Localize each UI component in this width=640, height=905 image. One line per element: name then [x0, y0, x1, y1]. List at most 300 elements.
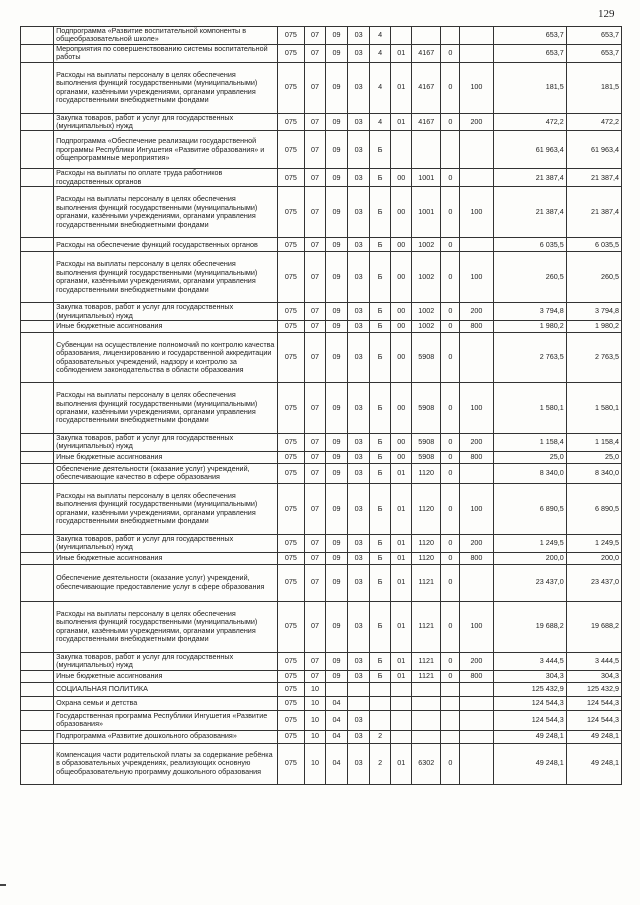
code-cell [460, 238, 493, 252]
amount-cell: 472,2 [566, 113, 621, 131]
code-cell: 4 [370, 113, 391, 131]
amount-cell: 21 387,4 [493, 169, 566, 187]
code-cell: 01 [391, 601, 412, 652]
code-cell: 07 [304, 451, 325, 463]
code-cell: Б [370, 601, 391, 652]
code-cell: 07 [304, 463, 325, 483]
code-cell: 5908 [412, 451, 441, 463]
table-row [21, 238, 622, 252]
code-cell: 075 [277, 601, 304, 652]
amount-cell: 6 035,5 [566, 238, 621, 252]
amount-cell: 19 688,2 [566, 601, 621, 652]
row-margin-cell [21, 652, 54, 670]
code-cell: 03 [348, 238, 370, 252]
expense-name-cell: Подпрограмма «Развитие дошкольного образования» [54, 730, 278, 743]
code-cell: 1121 [412, 670, 441, 682]
code-cell: 1001 [412, 187, 441, 238]
code-cell: 200 [460, 534, 493, 552]
code-cell: 0 [441, 238, 460, 252]
code-cell: 03 [348, 483, 370, 534]
code-cell: 0 [441, 383, 460, 434]
amount-cell: 21 387,4 [566, 169, 621, 187]
code-cell: 09 [325, 303, 347, 321]
table-row [21, 252, 622, 303]
row-margin-cell [21, 564, 54, 601]
code-cell [460, 27, 493, 45]
expense-name-cell: Иные бюджетные ассигнования [54, 670, 278, 682]
expense-name-cell: Субвенции на осуществление полномочий по контролю качества образования, лицензированию и государственной аккредитации образовательных учреждений, надзору и контролю за соблюдением законодательства в области образования [54, 333, 278, 383]
code-cell: 07 [304, 552, 325, 564]
code-cell: 09 [325, 451, 347, 463]
table-row [21, 333, 622, 383]
expense-name-cell: Расходы на выплаты персоналу в целях обеспечения выполнения функций государственными (муниципальными) органами, казёнными учреждениями, органами управления государственными внебюджетными фондами [54, 483, 278, 534]
code-cell: 07 [304, 187, 325, 238]
scan-artifact [0, 884, 6, 886]
code-cell: 075 [277, 169, 304, 187]
code-cell: 09 [325, 131, 347, 169]
expense-name-cell: Государственная программа Республики Ингушетия «Развитие образования» [54, 710, 278, 730]
code-cell: 07 [304, 252, 325, 303]
amount-cell: 25,0 [566, 451, 621, 463]
expense-name-cell: Обеспечение деятельности (оказание услуг) учреждений, обеспечивающие качество в сфере образования [54, 463, 278, 483]
expense-name-cell: Расходы на выплаты персоналу в целях обеспечения выполнения функций государственными (муниципальными) органами, казёнными учреждениями, органами управления государственными внебюджетными фондами [54, 383, 278, 434]
table-row [21, 44, 622, 62]
code-cell: 01 [391, 652, 412, 670]
code-cell: 4167 [412, 62, 441, 113]
row-margin-cell [21, 333, 54, 383]
row-margin-cell [21, 434, 54, 452]
code-cell: 01 [391, 483, 412, 534]
expense-name-cell: Иные бюджетные ассигнования [54, 552, 278, 564]
code-cell: 075 [277, 303, 304, 321]
code-cell: 01 [391, 62, 412, 113]
amount-cell: 1 158,4 [566, 434, 621, 452]
code-cell: 00 [391, 252, 412, 303]
code-cell: 01 [391, 534, 412, 552]
amount-cell: 304,3 [566, 670, 621, 682]
amount-cell: 49 248,1 [566, 743, 621, 784]
amount-cell: 49 248,1 [493, 730, 566, 743]
code-cell: 075 [277, 333, 304, 383]
code-cell: 075 [277, 743, 304, 784]
code-cell: 03 [348, 743, 370, 784]
code-cell: 1002 [412, 252, 441, 303]
amount-cell: 124 544,3 [493, 710, 566, 730]
code-cell: 4 [370, 44, 391, 62]
code-cell: 01 [391, 552, 412, 564]
code-cell: 0 [441, 252, 460, 303]
code-cell [412, 696, 441, 710]
code-cell [348, 696, 370, 710]
code-cell [460, 131, 493, 169]
code-cell: 2 [370, 743, 391, 784]
code-cell: 0 [441, 483, 460, 534]
code-cell: Б [370, 321, 391, 333]
code-cell: 04 [325, 730, 347, 743]
row-margin-cell [21, 238, 54, 252]
code-cell: 0 [441, 534, 460, 552]
code-cell: 09 [325, 434, 347, 452]
code-cell: 01 [391, 564, 412, 601]
code-cell: 00 [391, 383, 412, 434]
code-cell [370, 682, 391, 696]
code-cell: 04 [325, 710, 347, 730]
code-cell: 07 [304, 131, 325, 169]
code-cell: 07 [304, 434, 325, 452]
amount-cell: 23 437,0 [493, 564, 566, 601]
code-cell: 1121 [412, 601, 441, 652]
code-cell: 075 [277, 670, 304, 682]
code-cell: 4 [370, 62, 391, 113]
code-cell: Б [370, 652, 391, 670]
code-cell [412, 131, 441, 169]
code-cell: 00 [391, 187, 412, 238]
code-cell: 03 [348, 564, 370, 601]
code-cell [412, 27, 441, 45]
code-cell: 075 [277, 62, 304, 113]
code-cell: 1001 [412, 169, 441, 187]
code-cell: 01 [391, 743, 412, 784]
code-cell: 075 [277, 451, 304, 463]
code-cell: 0 [441, 44, 460, 62]
code-cell: 10 [304, 696, 325, 710]
code-cell: 07 [304, 238, 325, 252]
code-cell: 09 [325, 169, 347, 187]
amount-cell: 472,2 [493, 113, 566, 131]
code-cell: 07 [304, 383, 325, 434]
row-margin-cell [21, 710, 54, 730]
code-cell: 09 [325, 552, 347, 564]
code-cell: 03 [348, 169, 370, 187]
table-row [21, 113, 622, 131]
code-cell [460, 743, 493, 784]
code-cell: 5908 [412, 383, 441, 434]
expense-name-cell: Расходы на выплаты по оплате труда работников государственных органов [54, 169, 278, 187]
amount-cell: 2 763,5 [566, 333, 621, 383]
code-cell: 09 [325, 670, 347, 682]
amount-cell: 260,5 [493, 252, 566, 303]
table-row [21, 534, 622, 552]
row-margin-cell [21, 670, 54, 682]
code-cell: 075 [277, 483, 304, 534]
code-cell: 075 [277, 730, 304, 743]
code-cell: 0 [441, 187, 460, 238]
code-cell: 03 [348, 552, 370, 564]
code-cell: 200 [460, 434, 493, 452]
expense-name-cell: СОЦИАЛЬНАЯ ПОЛИТИКА [54, 682, 278, 696]
code-cell: 100 [460, 601, 493, 652]
code-cell: 10 [304, 730, 325, 743]
code-cell [412, 682, 441, 696]
amount-cell: 3 444,5 [566, 652, 621, 670]
code-cell: 800 [460, 670, 493, 682]
table-row [21, 383, 622, 434]
amount-cell: 181,5 [566, 62, 621, 113]
amount-cell: 21 387,4 [493, 187, 566, 238]
expense-name-cell: Подпрограмма «Развитие воспитательной компоненты в общеобразовательной школе» [54, 27, 278, 45]
code-cell: 0 [441, 113, 460, 131]
code-cell: 0 [441, 321, 460, 333]
code-cell: 07 [304, 62, 325, 113]
row-margin-cell [21, 534, 54, 552]
code-cell: 800 [460, 552, 493, 564]
amount-cell: 653,7 [493, 44, 566, 62]
table-row [21, 483, 622, 534]
code-cell: 03 [348, 321, 370, 333]
code-cell [460, 463, 493, 483]
amount-cell: 653,7 [566, 27, 621, 45]
table-row [21, 463, 622, 483]
expense-name-cell: Расходы на выплаты персоналу в целях обеспечения выполнения функций государственными (муниципальными) органами, казёнными учреждениями, органами управления государственными внебюджетными фондами [54, 252, 278, 303]
table-row [21, 601, 622, 652]
code-cell: 04 [325, 743, 347, 784]
code-cell: 07 [304, 321, 325, 333]
row-margin-cell [21, 252, 54, 303]
code-cell: 00 [391, 303, 412, 321]
row-margin-cell [21, 187, 54, 238]
table-row [21, 682, 622, 696]
code-cell: 09 [325, 333, 347, 383]
amount-cell: 124 544,3 [493, 696, 566, 710]
amount-cell: 61 963,4 [566, 131, 621, 169]
amount-cell: 1 980,2 [566, 321, 621, 333]
code-cell [460, 730, 493, 743]
row-margin-cell [21, 730, 54, 743]
table-row [21, 321, 622, 333]
code-cell: 0 [441, 463, 460, 483]
code-cell [391, 696, 412, 710]
code-cell: 01 [391, 670, 412, 682]
code-cell: 100 [460, 62, 493, 113]
row-margin-cell [21, 44, 54, 62]
code-cell: 09 [325, 652, 347, 670]
code-cell: 075 [277, 131, 304, 169]
code-cell: 03 [348, 62, 370, 113]
table-row [21, 303, 622, 321]
amount-cell: 260,5 [566, 252, 621, 303]
code-cell: 03 [348, 113, 370, 131]
code-cell: 200 [460, 303, 493, 321]
expense-name-cell: Расходы на выплаты персоналу в целях обеспечения выполнения функций государственными (муниципальными) органами, казёнными учреждениями, органами управления государственными внебюджетными фондами [54, 62, 278, 113]
code-cell [391, 710, 412, 730]
code-cell: 07 [304, 670, 325, 682]
amount-cell: 181,5 [493, 62, 566, 113]
code-cell: 075 [277, 710, 304, 730]
amount-cell: 49 248,1 [493, 743, 566, 784]
amount-cell: 200,0 [566, 552, 621, 564]
expense-name-cell: Закупка товаров, работ и услуг для государственных (муниципальных) нужд [54, 434, 278, 452]
code-cell: 09 [325, 483, 347, 534]
code-cell [441, 696, 460, 710]
amount-cell: 1 158,4 [493, 434, 566, 452]
code-cell: 03 [348, 434, 370, 452]
code-cell: 07 [304, 333, 325, 383]
row-margin-cell [21, 383, 54, 434]
table-row [21, 670, 622, 682]
code-cell [325, 682, 347, 696]
amount-cell: 8 340,0 [493, 463, 566, 483]
amount-cell: 25,0 [493, 451, 566, 463]
code-cell [460, 44, 493, 62]
code-cell: 075 [277, 552, 304, 564]
code-cell: 0 [441, 601, 460, 652]
code-cell: 075 [277, 187, 304, 238]
table-row [21, 696, 622, 710]
code-cell: Б [370, 434, 391, 452]
amount-cell: 6 890,5 [566, 483, 621, 534]
amount-cell: 1 249,5 [566, 534, 621, 552]
amount-cell: 653,7 [566, 44, 621, 62]
row-margin-cell [21, 463, 54, 483]
expense-name-cell: Компенсация части родительской платы за содержание ребёнка в образовательных учреждениях, реализующих основную общеобразовательную программу дошкольного образования [54, 743, 278, 784]
code-cell: 03 [348, 670, 370, 682]
expense-name-cell: Обеспечение деятельности (оказание услуг) учреждений, обеспечивающие предоставление услуг в сфере образования [54, 564, 278, 601]
code-cell: 075 [277, 652, 304, 670]
row-margin-cell [21, 552, 54, 564]
table-row [21, 743, 622, 784]
code-cell: Б [370, 187, 391, 238]
code-cell: 100 [460, 187, 493, 238]
code-cell: 03 [348, 710, 370, 730]
amount-cell: 49 248,1 [566, 730, 621, 743]
code-cell: 1120 [412, 463, 441, 483]
code-cell: 09 [325, 252, 347, 303]
code-cell: 09 [325, 564, 347, 601]
code-cell: 0 [441, 62, 460, 113]
table-row [21, 710, 622, 730]
code-cell: 03 [348, 601, 370, 652]
code-cell: 10 [304, 682, 325, 696]
code-cell: 0 [441, 652, 460, 670]
code-cell: 09 [325, 44, 347, 62]
code-cell: 00 [391, 238, 412, 252]
code-cell: Б [370, 252, 391, 303]
expense-name-cell: Иные бюджетные ассигнования [54, 451, 278, 463]
code-cell: Б [370, 483, 391, 534]
row-margin-cell [21, 743, 54, 784]
code-cell: 00 [391, 321, 412, 333]
code-cell: 10 [304, 710, 325, 730]
code-cell: 03 [348, 333, 370, 383]
code-cell: 07 [304, 564, 325, 601]
code-cell: 200 [460, 113, 493, 131]
code-cell: 5908 [412, 333, 441, 383]
amount-cell: 125 432,9 [566, 682, 621, 696]
code-cell: 03 [348, 463, 370, 483]
code-cell: 075 [277, 238, 304, 252]
code-cell: Б [370, 333, 391, 383]
code-cell: 09 [325, 601, 347, 652]
code-cell [391, 682, 412, 696]
code-cell: Б [370, 238, 391, 252]
code-cell [460, 564, 493, 601]
code-cell [441, 730, 460, 743]
code-cell [412, 710, 441, 730]
amount-cell: 23 437,0 [566, 564, 621, 601]
code-cell: Б [370, 670, 391, 682]
code-cell: Б [370, 303, 391, 321]
code-cell [348, 682, 370, 696]
code-cell: Б [370, 451, 391, 463]
code-cell: Б [370, 552, 391, 564]
table-row [21, 27, 622, 45]
code-cell [441, 131, 460, 169]
code-cell: 075 [277, 434, 304, 452]
amount-cell: 200,0 [493, 552, 566, 564]
amount-cell: 125 432,9 [493, 682, 566, 696]
code-cell [460, 682, 493, 696]
code-cell: 1120 [412, 534, 441, 552]
code-cell: 07 [304, 113, 325, 131]
code-cell: 4 [370, 27, 391, 45]
code-cell: 07 [304, 534, 325, 552]
code-cell: 100 [460, 252, 493, 303]
amount-cell: 6 035,5 [493, 238, 566, 252]
code-cell: 01 [391, 44, 412, 62]
code-cell: 03 [348, 652, 370, 670]
row-margin-cell [21, 696, 54, 710]
code-cell: 00 [391, 451, 412, 463]
code-cell: 075 [277, 696, 304, 710]
code-cell: 03 [348, 383, 370, 434]
code-cell: 09 [325, 113, 347, 131]
code-cell: 10 [304, 743, 325, 784]
code-cell: 03 [348, 451, 370, 463]
amount-cell: 1 980,2 [493, 321, 566, 333]
code-cell: 07 [304, 483, 325, 534]
expense-name-cell: Иные бюджетные ассигнования [54, 321, 278, 333]
expense-name-cell: Закупка товаров, работ и услуг для государственных (муниципальных) нужд [54, 652, 278, 670]
code-cell [391, 131, 412, 169]
code-cell: 1002 [412, 238, 441, 252]
code-cell: 0 [441, 434, 460, 452]
row-margin-cell [21, 682, 54, 696]
code-cell: 03 [348, 534, 370, 552]
code-cell [441, 682, 460, 696]
code-cell: 100 [460, 383, 493, 434]
expense-name-cell: Расходы на выплаты персоналу в целях обеспечения выполнения функций государственными (муниципальными) органами, казёнными учреждениями, органами управления государственными внебюджетными фондами [54, 601, 278, 652]
row-margin-cell [21, 321, 54, 333]
amount-cell: 3 794,8 [493, 303, 566, 321]
row-margin-cell [21, 62, 54, 113]
code-cell: 075 [277, 534, 304, 552]
code-cell: 6302 [412, 743, 441, 784]
table-row [21, 564, 622, 601]
amount-cell: 8 340,0 [566, 463, 621, 483]
code-cell: 1002 [412, 321, 441, 333]
code-cell: 03 [348, 44, 370, 62]
code-cell: Б [370, 564, 391, 601]
code-cell [460, 333, 493, 383]
expense-name-cell: Мероприятия по совершенствованию системы воспитательной работы [54, 44, 278, 62]
code-cell: Б [370, 131, 391, 169]
table-row [21, 552, 622, 564]
code-cell: 09 [325, 62, 347, 113]
code-cell [370, 696, 391, 710]
code-cell: 075 [277, 27, 304, 45]
code-cell: 00 [391, 333, 412, 383]
code-cell: 0 [441, 564, 460, 601]
amount-cell: 61 963,4 [493, 131, 566, 169]
amount-cell: 304,3 [493, 670, 566, 682]
code-cell [460, 169, 493, 187]
code-cell: 075 [277, 113, 304, 131]
amount-cell: 1 580,1 [493, 383, 566, 434]
code-cell: 800 [460, 451, 493, 463]
code-cell: 00 [391, 434, 412, 452]
code-cell: 03 [348, 187, 370, 238]
row-margin-cell [21, 303, 54, 321]
